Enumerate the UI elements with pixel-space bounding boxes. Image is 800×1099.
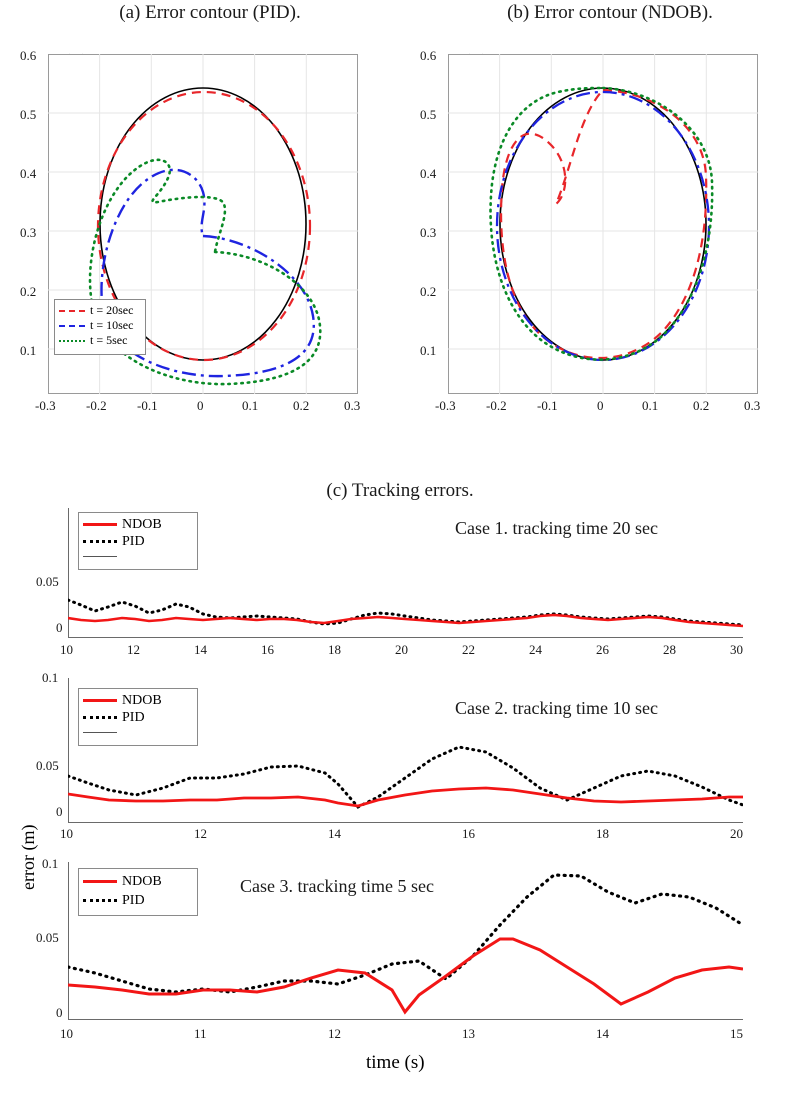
legend-item-t5: t = 5sec [59, 333, 141, 348]
case-1-xtick-14: 14 [194, 642, 207, 657]
panel-b-ytick-0.6: 0.6 [420, 48, 437, 63]
panel-b-ytick-0.1: 0.1 [420, 343, 437, 358]
dotted-line-icon [59, 340, 85, 342]
caption-c: (c) Tracking errors. [326, 480, 474, 501]
panel-b-xtick--0.2: -0.2 [486, 398, 507, 413]
case-2-xtick-10: 10 [60, 826, 73, 841]
case-1-xtick-24: 24 [529, 642, 542, 657]
legend-item-ndob: NDOB [83, 692, 193, 709]
panel-a-ytick-0.6: 0.6 [20, 48, 37, 63]
tracking-errors-chart [0, 470, 800, 1090]
case-2-xtick-16: 16 [462, 826, 475, 841]
panel-a-ytick-0.4: 0.4 [20, 166, 37, 181]
dashed-line-icon [59, 310, 85, 312]
legend-item-ndob: NDOB [83, 516, 193, 533]
panel-a-legend [54, 299, 146, 355]
panel-a-xtick--0.1: -0.1 [137, 398, 158, 413]
caption-b: (b) Error contour (NDOB). [507, 2, 713, 23]
case-3-xtick-14: 14 [596, 1026, 609, 1041]
legend-item-pid: PID [83, 891, 193, 910]
case-2-xtick-12: 12 [194, 826, 207, 841]
legend-item-extra [83, 726, 193, 738]
case-2-note: Case 2. tracking time 10 sec [455, 698, 658, 718]
panel-b-ytick-0.4: 0.4 [420, 166, 437, 181]
panel-a-xtick-0.3: 0.3 [344, 398, 361, 413]
panel-b-ytick-0.5: 0.5 [420, 107, 437, 122]
case-3-xtick-15: 15 [730, 1026, 743, 1041]
case-1-xtick-12: 12 [127, 642, 140, 657]
case-3-xtick-12: 12 [328, 1026, 341, 1041]
case-2-ytick-0.1: 0.1 [42, 670, 59, 685]
dotted-line-icon [83, 716, 117, 719]
case-1-note: Case 1. tracking time 20 sec [455, 518, 658, 538]
case-2-ytick-0.05: 0.05 [36, 758, 59, 773]
legend-item-pid: PID [83, 533, 193, 550]
solid-line-icon [83, 523, 117, 526]
case-2-xtick-20: 20 [730, 826, 743, 841]
case-1-ytick-0: 0 [56, 620, 63, 635]
case-1-ytick-0.05: 0.05 [36, 574, 59, 589]
case-1-xtick-20: 20 [395, 642, 408, 657]
panel-b-ytick-0.2: 0.2 [420, 284, 437, 299]
case-1-xtick-10: 10 [60, 642, 73, 657]
legend-item-extra [83, 550, 193, 562]
legend-item-t10: t = 10sec [59, 318, 141, 333]
case-1-legend [78, 512, 198, 570]
panel-b-xtick-0.1: 0.1 [642, 398, 659, 413]
case-3-legend [78, 868, 198, 916]
panel-b-xtick-0.3: 0.3 [744, 398, 761, 413]
panel-a-ytick-0.2: 0.2 [20, 284, 37, 299]
error-contour-pid-chart [20, 26, 400, 426]
case-1-xtick-28: 28 [663, 642, 676, 657]
dotted-line-icon [83, 899, 117, 902]
solid-line-icon [83, 699, 117, 702]
case-1-xtick-18: 18 [328, 642, 341, 657]
thin-line-icon [83, 556, 117, 557]
panel-a-ytick-0.5: 0.5 [20, 107, 37, 122]
case-2-xtick-14: 14 [328, 826, 341, 841]
panel-a-ytick-0.1: 0.1 [20, 343, 37, 358]
legend-item-t20: t = 20sec [59, 303, 141, 318]
solid-line-icon [83, 880, 117, 883]
panel-c-xlabel: time (s) [366, 1052, 425, 1073]
panel-c-ylabel: error (m) [18, 824, 38, 890]
case-3-xtick-13: 13 [462, 1026, 475, 1041]
case-1-xtick-30: 30 [730, 642, 743, 657]
case-1-xtick-26: 26 [596, 642, 609, 657]
panel-b-xtick--0.3: -0.3 [435, 398, 456, 413]
case-3-ytick-0.05: 0.05 [36, 930, 59, 945]
panel-a-xtick--0.2: -0.2 [86, 398, 107, 413]
panel-a-xtick-0.2: 0.2 [293, 398, 310, 413]
panel-b-xtick-0: 0 [597, 398, 604, 413]
case-2-ytick-0: 0 [56, 804, 63, 819]
case-3-ytick-0: 0 [56, 1005, 63, 1020]
legend-item-pid: PID [83, 709, 193, 726]
case-2-legend [78, 688, 198, 746]
error-contour-ndob-chart [420, 26, 800, 426]
case-2-xtick-18: 18 [596, 826, 609, 841]
dashdot-line-icon [59, 325, 85, 327]
panel-a-ytick-0.3: 0.3 [20, 225, 37, 240]
legend-item-ndob: NDOB [83, 872, 193, 891]
panel-b-ytick-0.3: 0.3 [420, 225, 437, 240]
panel-b-plot-area [448, 54, 758, 394]
panel-a-xtick-0: 0 [197, 398, 204, 413]
case-3-ytick-0.1: 0.1 [42, 856, 59, 871]
case-1-xtick-22: 22 [462, 642, 475, 657]
case-3-xtick-10: 10 [60, 1026, 73, 1041]
thin-line-icon [83, 732, 117, 733]
panel-b-xtick-0.2: 0.2 [693, 398, 710, 413]
case-3-xtick-11: 11 [194, 1026, 207, 1041]
caption-a: (a) Error contour (PID). [119, 2, 301, 23]
dotted-line-icon [83, 540, 117, 543]
panel-a-xtick--0.3: -0.3 [35, 398, 56, 413]
case-1-xtick-16: 16 [261, 642, 274, 657]
panel-a-xtick-0.1: 0.1 [242, 398, 259, 413]
case-3-note: Case 3. tracking time 5 sec [240, 876, 434, 896]
panel-b-xtick--0.1: -0.1 [537, 398, 558, 413]
